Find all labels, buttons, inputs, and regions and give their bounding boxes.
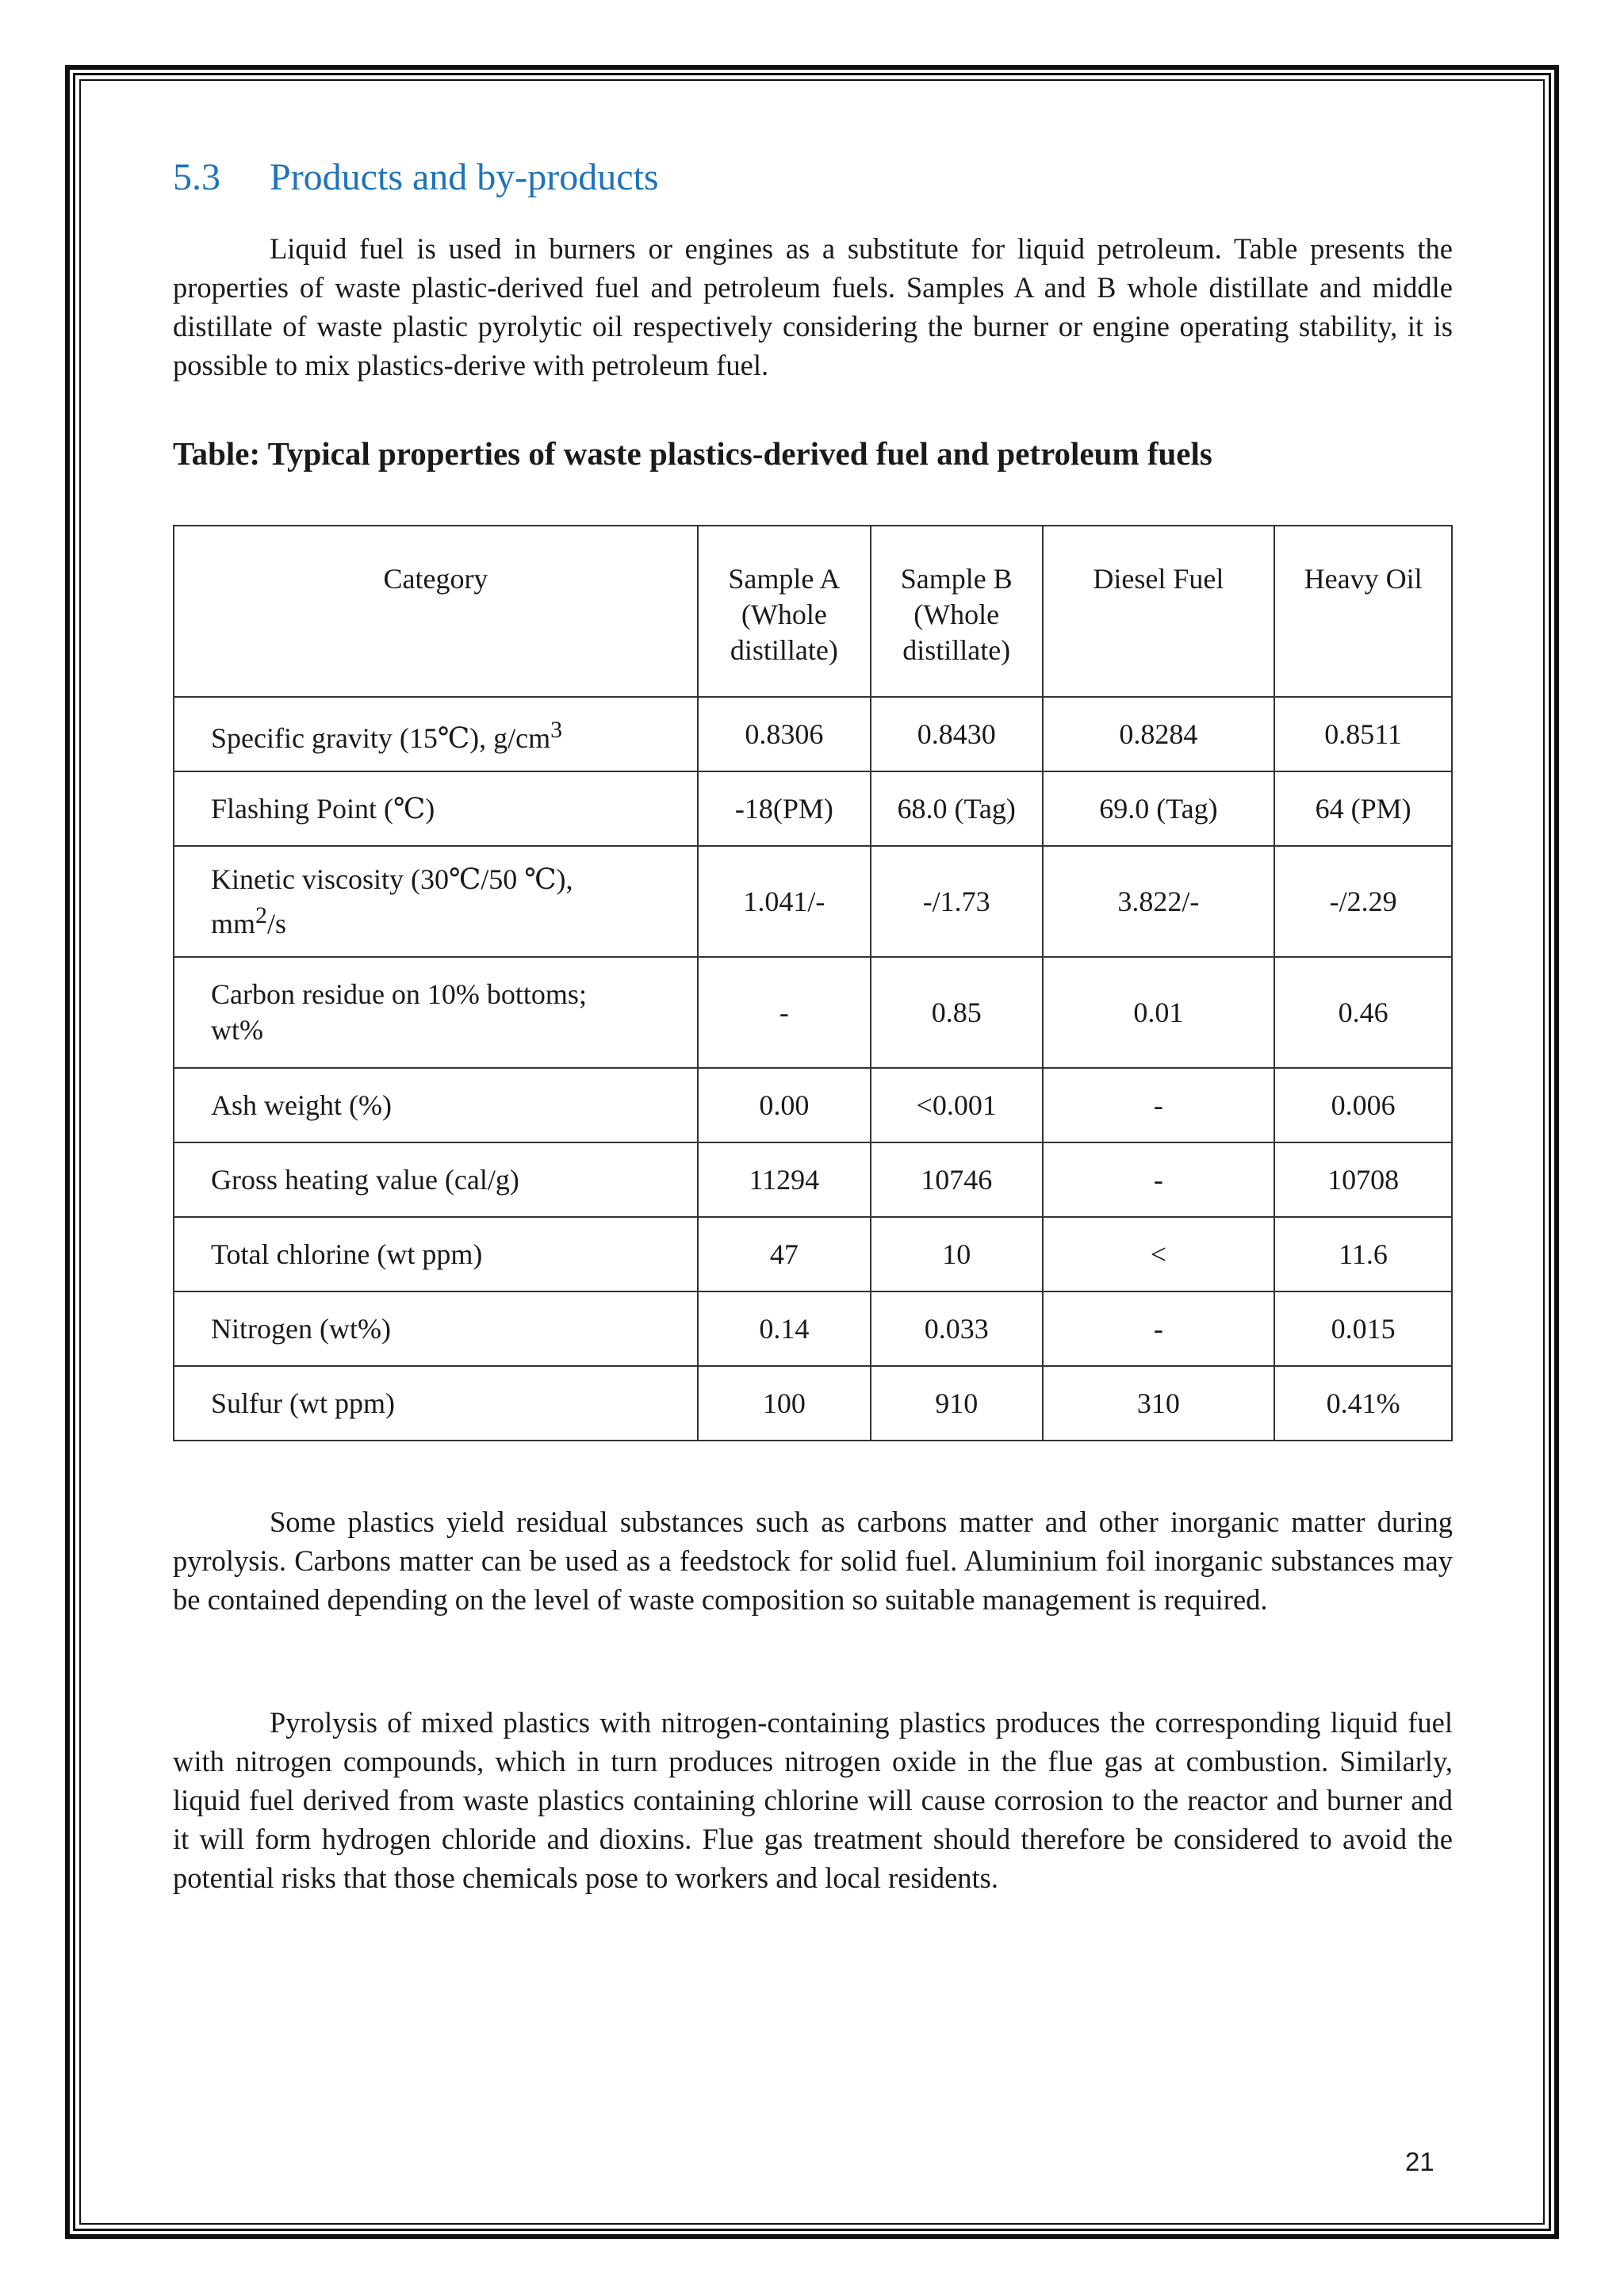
cell-sample-a: 0.8306	[698, 697, 871, 771]
table-row	[174, 771, 1452, 846]
header-category: Category	[174, 526, 698, 697]
table-row	[174, 1292, 1452, 1366]
header-sample-a: Sample A (Whole distillate)	[698, 526, 871, 697]
cell-diesel: 0.01	[1043, 957, 1275, 1068]
cell-heavy-oil: 0.46	[1274, 957, 1452, 1068]
cell-sample-a: 0.00	[698, 1068, 871, 1142]
row-category: Ash weight (%)	[174, 1068, 698, 1142]
cell-heavy-oil: 0.015	[1274, 1292, 1452, 1366]
row-category: Sulfur (wt ppm)	[174, 1366, 698, 1441]
cell-sample-a: -18(PM)	[698, 771, 871, 846]
row-category: Gross heating value (cal/g)	[174, 1142, 698, 1217]
cell-sample-a: -	[698, 957, 871, 1068]
row-category: Kinetic viscosity (30℃/50 ℃), $mm^2/s$	[174, 846, 698, 957]
cell-sample-b: <0.001	[871, 1068, 1043, 1142]
cell-sample-b: -/1.73	[871, 846, 1043, 957]
table-row	[174, 957, 1452, 1068]
intro-paragraph: Liquid fuel is used in burners or engines as a substitute for liquid petroleum. Table presents the properties of waste plastic-derived fuel and petroleum fuels. Samples A and B whole distillate and middle distillate of waste plastic pyrolytic oil respectively considering the burner or engine operating stability, it is possible to mix plastics-derive with petroleum fuel.	[173, 232, 1453, 381]
cell-diesel: <	[1043, 1217, 1275, 1292]
table-row	[174, 697, 1452, 771]
table-title: Table: Typical properties of waste plastics-derived fuel and petroleum fuels	[173, 435, 1212, 472]
cell-diesel: -	[1043, 1292, 1275, 1366]
row-category: Carbon residue on 10% bottoms; wt%	[174, 957, 698, 1068]
table-row	[174, 1068, 1452, 1142]
table-header-row	[174, 526, 1452, 697]
cell-sample-a: 0.14	[698, 1292, 871, 1366]
header-diesel-fuel: Diesel Fuel	[1043, 526, 1275, 697]
cell-diesel: -	[1043, 1142, 1275, 1217]
cell-heavy-oil: -/2.29	[1274, 846, 1452, 957]
cell-sample-b: 68.0 (Tag)	[871, 771, 1043, 846]
cell-sample-a: 100	[698, 1366, 871, 1441]
cell-heavy-oil: 0.006	[1274, 1068, 1452, 1142]
cell-sample-b: 10746	[871, 1142, 1043, 1217]
cell-heavy-oil: 64 (PM)	[1274, 771, 1452, 846]
cell-diesel: 310	[1043, 1366, 1275, 1441]
cell-sample-b: 10	[871, 1217, 1043, 1292]
cell-diesel: 3.822/-	[1043, 846, 1275, 957]
nitrogen-paragraph: Pyrolysis of mixed plastics with nitrogen-containing plastics produces the corresponding liquid fuel with nitrogen compounds, which in turn produces nitrogen oxide in the flue gas at combustion. Similarly, liquid fuel derived from waste plastics containing chlorine will cause corrosion to the reactor and burner and it will form hydrogen chloride and dioxins. Flue gas treatment should therefore be considered to avoid the potential risks that those chemicals pose to workers and local residents.	[173, 1706, 1453, 1894]
cell-heavy-oil: 10708	[1274, 1142, 1452, 1217]
cell-sample-b: 910	[871, 1366, 1043, 1441]
page-number: 21	[1405, 2147, 1434, 2176]
cell-sample-b: 0.033	[871, 1292, 1043, 1366]
cell-heavy-oil: 0.8511	[1274, 697, 1452, 771]
cell-diesel: -	[1043, 1068, 1275, 1142]
header-heavy-oil: Heavy Oil	[1274, 526, 1452, 697]
cell-heavy-oil: 11.6	[1274, 1217, 1452, 1292]
table-row	[174, 1142, 1452, 1217]
row-category: Nitrogen (wt%)	[174, 1292, 698, 1366]
row-category: Total chlorine (wt ppm)	[174, 1217, 698, 1292]
section-heading	[173, 155, 659, 199]
section-title: Products and by-products	[270, 156, 659, 198]
table-row	[174, 1366, 1452, 1441]
cell-sample-b: 0.8430	[871, 697, 1043, 771]
row-category: Specific gravity (15℃), $g/cm^3$	[174, 697, 698, 771]
row-category: Flashing Point (℃)	[174, 771, 698, 846]
residues-paragraph: Some plastics yield residual substances such as carbons matter and other inorganic matter during pyrolysis. Carbons matter can be used as a feedstock for solid fuel. Aluminium foil inorganic substances may be contained depending on the level of waste composition so suitable management is required.	[173, 1506, 1453, 1616]
cell-diesel: 69.0 (Tag)	[1043, 771, 1275, 846]
section-number: 5.3	[173, 156, 220, 198]
cell-sample-a: 11294	[698, 1142, 871, 1217]
cell-sample-a: 47	[698, 1217, 871, 1292]
cell-heavy-oil: 0.41%	[1274, 1366, 1452, 1441]
fuel-properties-table	[173, 525, 1453, 1441]
cell-diesel: 0.8284	[1043, 697, 1275, 771]
table-row	[174, 1217, 1452, 1292]
table-row	[174, 846, 1452, 957]
header-sample-b: Sample B (Whole distillate)	[871, 526, 1043, 697]
cell-sample-a: 1.041/-	[698, 846, 871, 957]
cell-sample-b: 0.85	[871, 957, 1043, 1068]
